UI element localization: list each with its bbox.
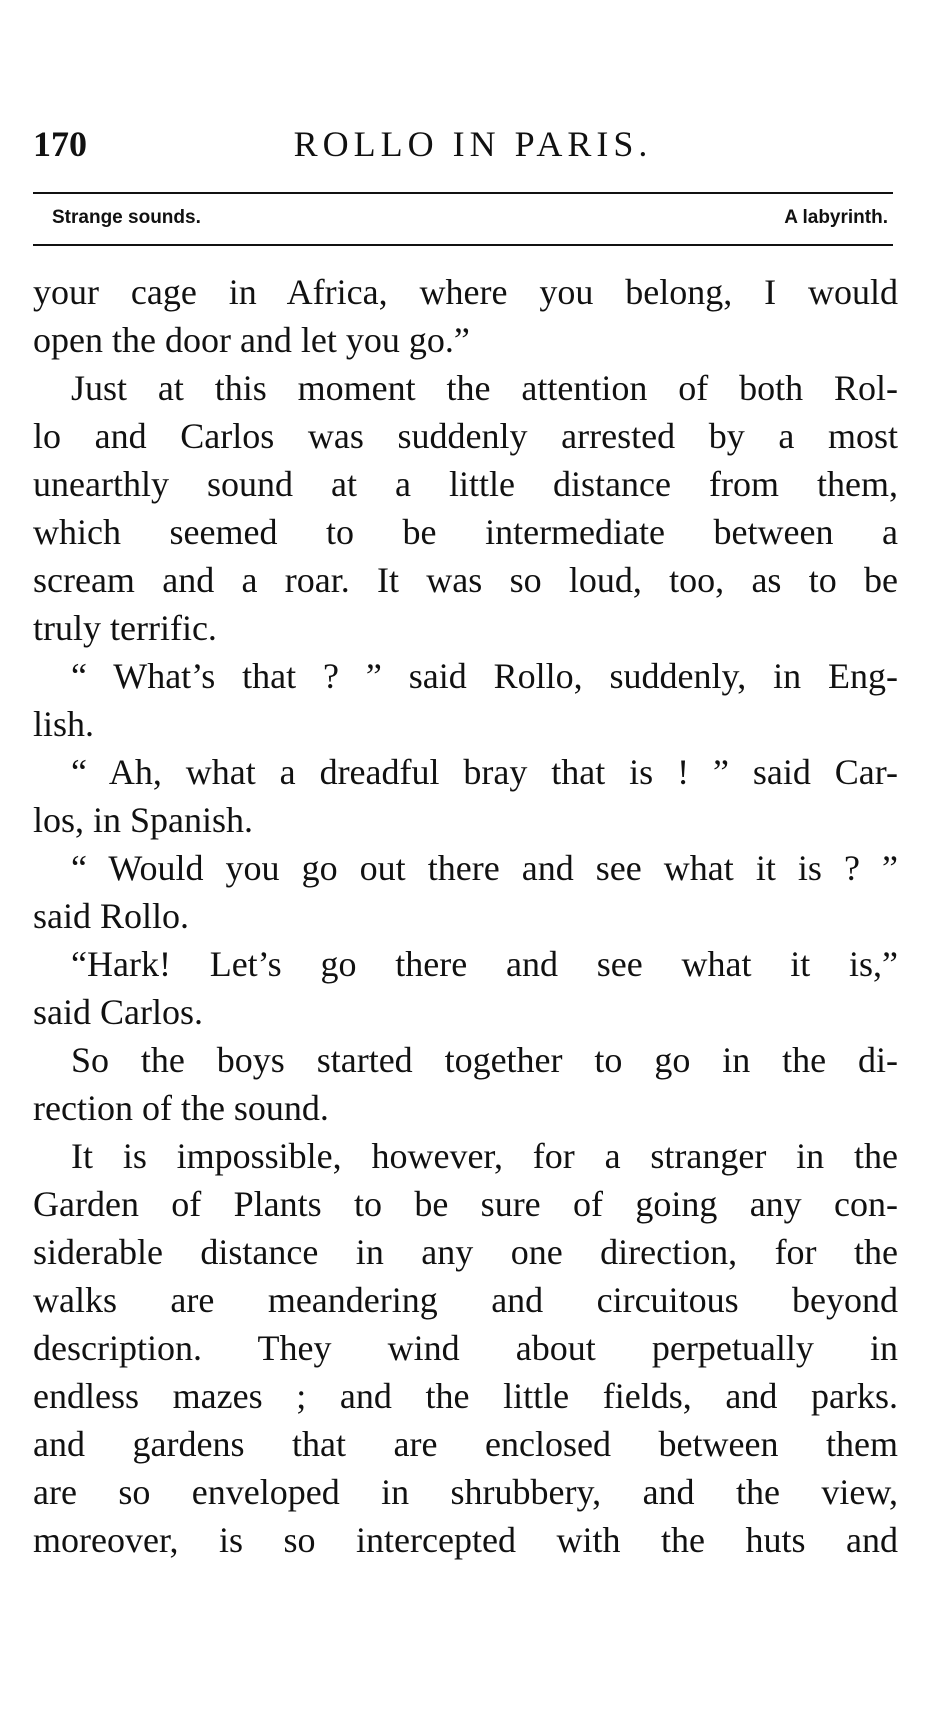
text-line: said Rollo. bbox=[33, 896, 190, 936]
subhead-rule bbox=[33, 244, 893, 246]
text-line: lo and Carlos was suddenly arrested by a most bbox=[33, 416, 898, 456]
text-line: walks are meandering and circuitous beyond bbox=[33, 1280, 898, 1320]
text-line: your cage in Africa, where you belong, I would bbox=[33, 272, 898, 312]
subhead-right: A labyrinth. bbox=[784, 207, 888, 228]
text-line: siderable distance in any one direction, for the bbox=[33, 1232, 898, 1272]
running-head bbox=[33, 122, 893, 166]
header-rule bbox=[33, 192, 893, 194]
text-line: “ Would you go out there and see what it is ? ” bbox=[71, 848, 898, 888]
text-line: moreover, is so intercepted with the huts and bbox=[33, 1520, 898, 1560]
section-subheads bbox=[52, 204, 888, 232]
text-line: open the door and let you go.” bbox=[33, 320, 470, 360]
text-line: said Carlos. bbox=[33, 992, 203, 1032]
text-line: unearthly sound at a little distance from them, bbox=[33, 464, 898, 504]
text-line: and gardens that are enclosed between them bbox=[33, 1424, 898, 1464]
page-number: 170 bbox=[33, 124, 87, 164]
text-line: Just at this moment the attention of both Rol- bbox=[71, 368, 898, 408]
book-title: ROLLO IN PARIS. bbox=[293, 124, 653, 164]
text-line: scream and a roar. It was so loud, too, as to be bbox=[33, 560, 898, 600]
text-line: So the boys started together to go in the di- bbox=[71, 1040, 898, 1080]
text-line: rection of the sound. bbox=[33, 1088, 329, 1128]
text-line: los, in Spanish. bbox=[33, 800, 254, 840]
text-line: which seemed to be intermediate between a bbox=[33, 512, 898, 552]
text-line: lish. bbox=[33, 704, 95, 744]
text-line: description. They wind about perpetually in bbox=[33, 1328, 898, 1368]
text-line: Garden of Plants to be sure of going any con- bbox=[33, 1184, 898, 1224]
text-line: are so enveloped in shrubbery, and the view, bbox=[33, 1472, 898, 1512]
text-line: “Hark! Let’s go there and see what it is,” bbox=[71, 944, 898, 984]
text-line: truly terrific. bbox=[33, 608, 217, 648]
text-line: It is impossible, however, for a stranger in the bbox=[71, 1136, 898, 1176]
text-line: “ Ah, what a dreadful bray that is ! ” said Car- bbox=[71, 752, 898, 792]
body-text bbox=[33, 268, 898, 1564]
text-line: “ What’s that ? ” said Rollo, suddenly, in Eng- bbox=[71, 656, 898, 696]
text-line: endless mazes ; and the little fields, and parks. bbox=[33, 1376, 898, 1416]
subhead-left: Strange sounds. bbox=[52, 207, 201, 228]
